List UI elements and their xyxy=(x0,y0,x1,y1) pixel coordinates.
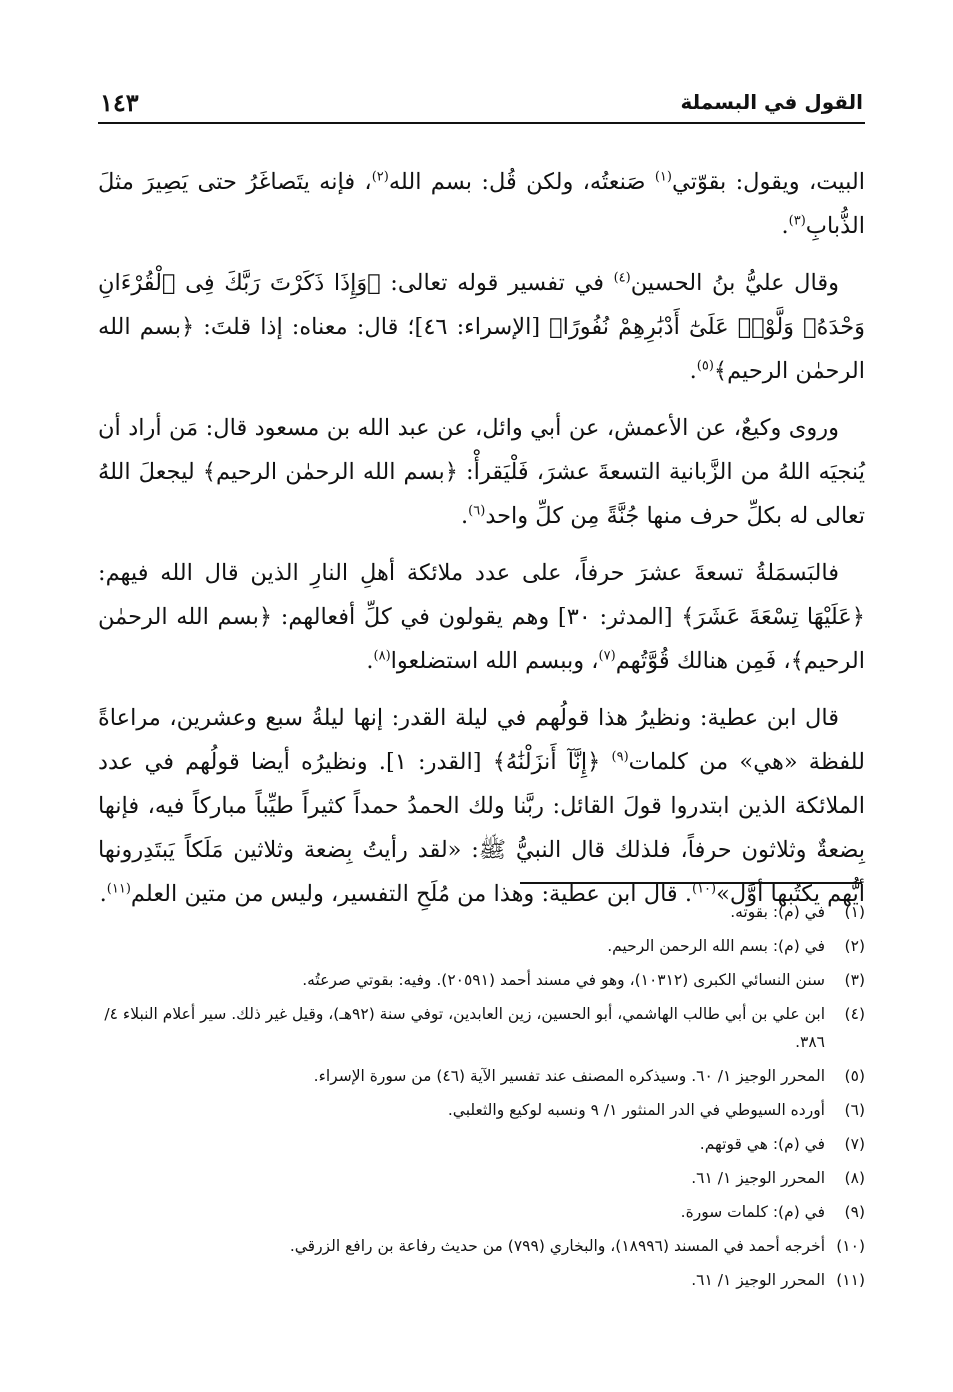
footnote-reference: (٩) xyxy=(611,749,629,765)
text-run: ، وببسم الله استضلعوا xyxy=(390,648,599,674)
header-divider xyxy=(98,122,865,124)
footnote-item xyxy=(98,1232,865,1260)
footnote-text: في (م): كلمات سورة. xyxy=(680,1203,825,1221)
footnote-number: (٥) xyxy=(844,1067,865,1085)
footnote-item xyxy=(98,966,865,994)
footnote-text: في (م): بقوته. xyxy=(730,903,825,921)
footnote-reference: (٢) xyxy=(371,169,389,185)
footnote-reference: (١٠) xyxy=(691,881,717,897)
text-run: البيت، ويقول: بقوّتي xyxy=(671,169,865,195)
text-run: فالبَسمَلةُ تسعةَ عشرَ حرفاً، على عدد ملائكة أهلِ النارِ الذين قال الله فيهم: ﴿عَلَيْهَا تِسْعَةَ عَشَرَ﴾ [المدثر: ٣٠] وهم يقولون في كلِّ أفعالهم: ﴿بسم الله الرحمٰن الرحيم﴾، فَمِن هنالك قُوَّتُهم xyxy=(98,560,865,674)
paragraph xyxy=(98,160,865,248)
text-run: قال ابن عطية: ونظيرُ هذا قولُهم في ليلة القدر: إنها ليلةُ سبع وعشرين، مراعاةً للفظة «هي» من كلمات xyxy=(98,705,865,775)
footnote-number: (٧) xyxy=(844,1135,865,1153)
footnote-number: (٤) xyxy=(844,1005,865,1023)
text-run: ﴿إِنَّآ أَنزَلْنَٰهُ﴾ [القدر: ١]. ونظيرُه أيضا قولُهم في عدد الملائكة الذين ابتدروا قولَ القائل: ربَّنا ولك الحمدُ حمداً كثيراً طيِّباً مباركاً فيه، فإنها بِضعةٌ وثلاثون حرفاً، فلذلك قال النبيُّ ﷺ: «لقد رأيتُ بِضعة وثلاثين مَلَكاً يَبتَدِرونها أيُّهم يكتُبها أوَّل» xyxy=(98,749,865,907)
paragraph xyxy=(98,551,865,683)
footnote-text: المحرر الوجيز ١/ ٦١. xyxy=(691,1271,825,1289)
text-run: . xyxy=(99,881,107,907)
footnote-number: (٣) xyxy=(844,971,865,989)
text-run: . قال ابن عطية: وهذا من مُلَحِ التفسير، وليس من متين العلم xyxy=(130,881,692,907)
footnote-text: أورده السيوطي في الدر المنثور ١/ ٩ ونسبه لوكيع والثعلبي. xyxy=(447,1101,825,1119)
running-title: القول في البسملة xyxy=(680,90,863,114)
page-header xyxy=(100,86,863,120)
footnote-item xyxy=(98,898,865,926)
text-run: صَنعتُه، ولكن قُل: بسم الله xyxy=(388,169,655,195)
footnote-reference: (١١) xyxy=(106,881,131,897)
footnote-number: (٢) xyxy=(844,937,865,955)
footnote-text: في (م): هي قوتهم. xyxy=(699,1135,825,1153)
footnote-text: المحرر الوجيز ١/ ٦١. xyxy=(691,1169,825,1187)
footnote-item xyxy=(98,1130,865,1158)
footnote-text: في (م): بسم الله الرحمن الرحيم. xyxy=(607,937,825,955)
text-run: ، فإنه يتَصاغَرُ حتى يَصِيرَ مثلَ الذُّبابِ xyxy=(98,169,865,239)
footnote-text: المحرر الوجيز ١/ ٦٠. وسيذكره المصنف عند تفسير الآية (٤٦) من سورة الإسراء. xyxy=(313,1067,825,1085)
text-run: وروى وكيعٌ، عن الأعمش، عن أبي وائل، عن عبد الله بن مسعود قال: مَن أراد أن يُنجيَه اللهُ من الزَّبانية التسعةَ عشرَ، فَلْيَقرأْ: ﴿بسم الله الرحمٰن الرحيم﴾ ليجعلَ اللهُ تعالى له بكلِّ حرف منها جُنَّةً مِن كلِّ واحد xyxy=(98,415,865,529)
footnotes xyxy=(98,898,865,1300)
footnote-reference: (٤) xyxy=(613,270,631,286)
footnote-item xyxy=(98,1062,865,1090)
text-run: . xyxy=(461,503,469,529)
main-text xyxy=(98,160,865,929)
footnote-reference: (٥) xyxy=(696,358,714,374)
footnote-number: (١٠) xyxy=(836,1237,865,1255)
footnote-reference: (٦) xyxy=(468,503,486,519)
text-run: وقال عليُّ بنُ الحسين xyxy=(630,270,839,296)
page-number: ١٤٣ xyxy=(100,88,139,117)
footnote-number: (١١) xyxy=(836,1271,865,1289)
footnote-number: (٨) xyxy=(844,1169,865,1187)
paragraph xyxy=(98,406,865,538)
footnote-item xyxy=(98,932,865,960)
footnote-item xyxy=(98,1164,865,1192)
footnote-reference: (٣) xyxy=(788,213,806,229)
footnote-text: ابن علي بن أبي طالب الهاشمي، أبو الحسين، زين العابدين، توفي سنة (٩٢هـ)، وقيل غير ذلك. سير أعلام النبلاء ٤/ ٣٨٦. xyxy=(104,1005,825,1051)
footnote-divider xyxy=(520,882,862,884)
footnote-number: (١) xyxy=(844,903,865,921)
footnote-number: (٦) xyxy=(844,1101,865,1119)
paragraph xyxy=(98,261,865,393)
footnote-text: أخرجه أحمد في المسند (١٨٩٩٦)، والبخاري (٧٩٩) من حديث رفاعة بن رافع الزرقي. xyxy=(289,1237,825,1255)
footnote-item xyxy=(98,1266,865,1294)
footnote-reference: (٧) xyxy=(598,648,616,664)
footnote-text: سنن النسائي الكبرى (١٠٣١٢)، وهو في مسند أحمد (٢٠٥٩١). وفيه: بقوتي صرعتُه. xyxy=(302,971,825,989)
text-run: . xyxy=(689,358,697,384)
footnote-item xyxy=(98,1198,865,1226)
text-run: . xyxy=(781,213,789,239)
text-run: . xyxy=(366,648,374,674)
footnote-item xyxy=(98,1096,865,1124)
footnote-reference: (١) xyxy=(654,169,672,185)
footnote-number: (٩) xyxy=(844,1203,865,1221)
text-run: في تفسير قوله تعالى: ﴿وَإِذَا ذَكَرْتَ رَبَّكَ فِى ٱلْقُرْءَانِ وَحْدَهُۥ وَلَّوْا۟ عَلَىٰٓ أَدْبَٰرِهِمْ نُفُورًا﴾ [الإسراء: ٤٦]؛ قال: معناه: إذا قلتَ: ﴿بسم الله الرحمٰن الرحيم﴾ xyxy=(98,270,865,384)
footnote-reference: (٨) xyxy=(373,648,391,664)
footnote-item xyxy=(98,1000,865,1056)
